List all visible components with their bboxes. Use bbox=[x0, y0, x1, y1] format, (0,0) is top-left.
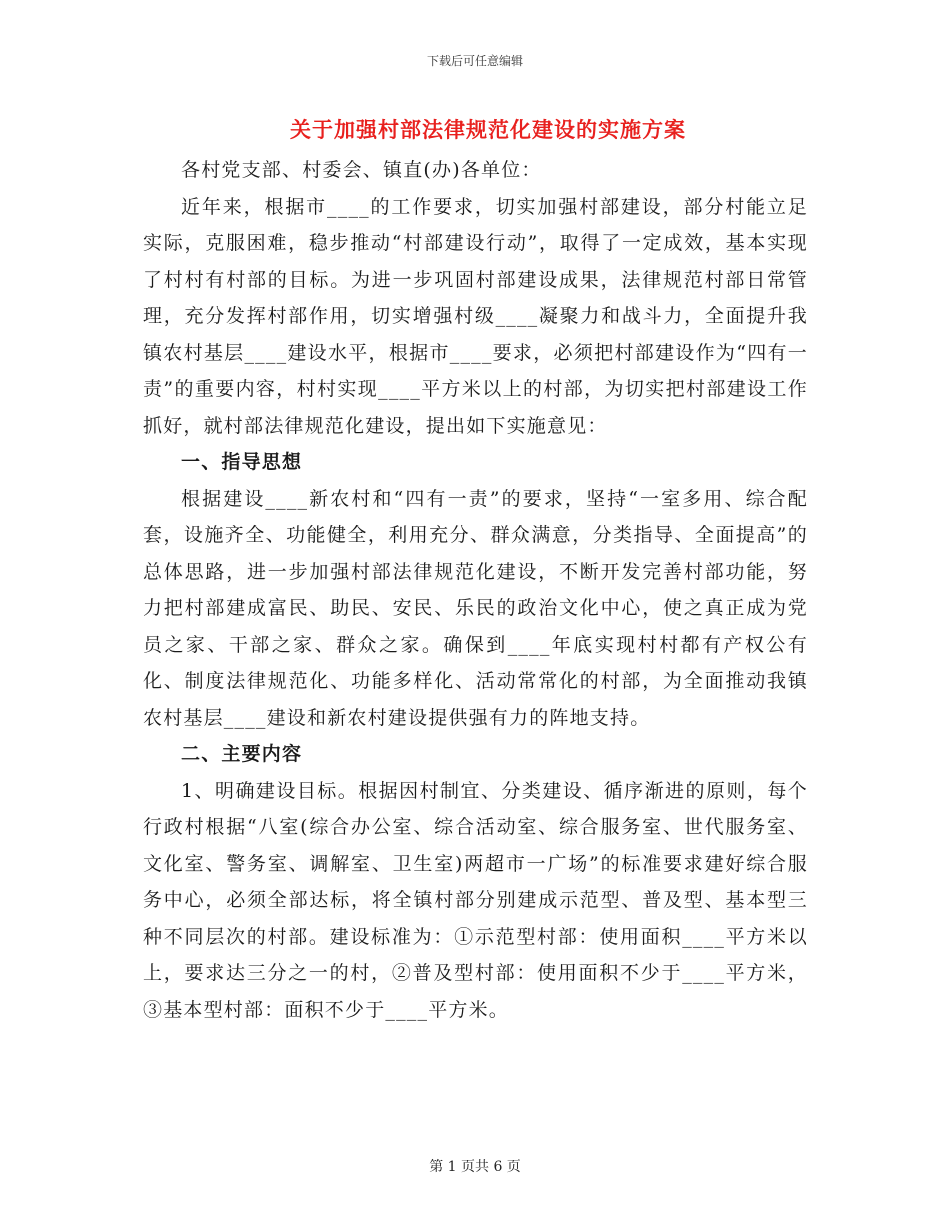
section-paragraph-guiding-ideology: 根据建设____新农村和“四有一责”的要求，坚持“一室多用、综合配套，设施齐全、功能健全，利用充分、群众满意，分类指导、全面提高”的总体思路，进一步加强村部法律规范化建设，不断开发完善村部功能，努力把村部建成富民、助民、安民、乐民的政治文化中心，使之真正成为党员之家、干部之家、群众之家。确保到____年底实现村村都有产权公有化、制度法律规范化、功能多样化、活动常常化的村部，为全面推动我镇农村基层____建设和新农村建设提供强有力的阵地支持。 bbox=[143, 487, 808, 729]
section-heading-main-content: 二、主要内容 bbox=[181, 743, 303, 765]
header-note: 下载后可任意编辑 bbox=[426, 54, 523, 68]
salutation: 各村党支部、村委会、镇直(办)各单位： bbox=[181, 159, 542, 181]
section-paragraph-main-content: 1、明确建设目标。根据因村制宜、分类建设、循序渐进的原则，每个行政村根据“八室(综合办公室、综合活动室、综合服务室、世代服务室、文化室、警务室、调解室、卫生室)两超市一广场”的标准要求建好综合服务中心，必须全部达标，将全镇村部分别建成示范型、普及型、基本型三种不同层次的村部。建设标准为：①示范型村部：使用面积____平方米以上，要求达三分之一的村，②普及型村部：使用面积不少于____平方米，③基本型村部：面积不少于____平方米。 bbox=[143, 779, 808, 1021]
intro-paragraph: 近年来，根据市____的工作要求，切实加强村部建设，部分村能立足实际，克服困难，稳步推动“村部建设行动”，取得了一定成效，基本实现了村村有村部的目标。为进一步巩固村部建设成果，法律规范村部日常管理，充分发挥村部作用，切实增强村级____凝聚力和战斗力，全面提升我镇农村基层____建设水平，根据市____要求，必须把村部建设作为“四有一责”的重要内容，村村实现____平方米以上的村部，为切实把村部建设工作抓好，就村部法律规范化建设，提出如下实施意见： bbox=[143, 195, 808, 437]
document-title: 关于加强村部法律规范化建设的实施方案 bbox=[290, 117, 686, 142]
page-number: 第 1 页共 6 页 bbox=[429, 1159, 521, 1175]
document-body bbox=[143, 152, 808, 1028]
section-heading-guiding-ideology: 一、指导思想 bbox=[181, 451, 303, 473]
